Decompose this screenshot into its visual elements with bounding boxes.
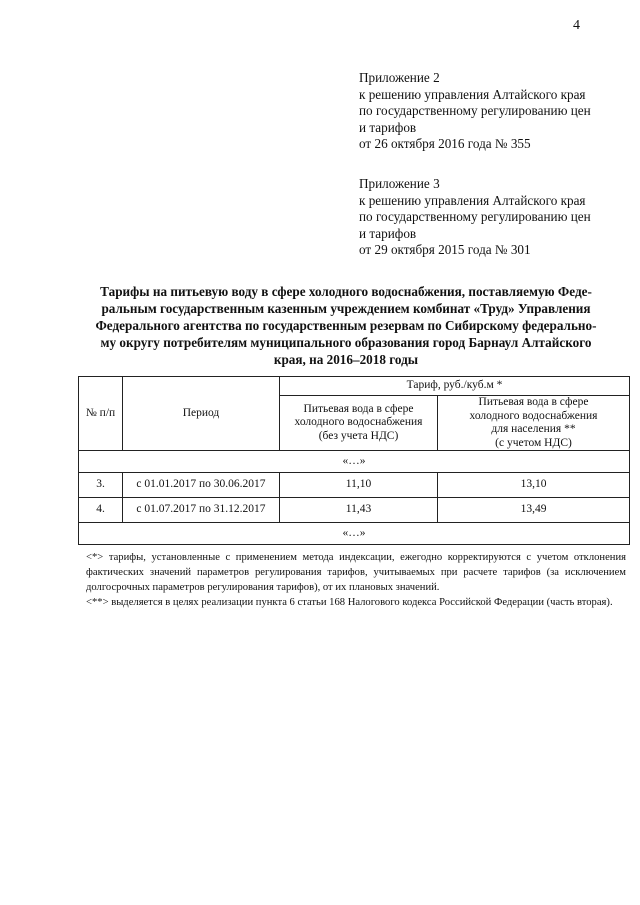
header-line: (без учета НДС) <box>318 429 399 442</box>
title-line: Тарифы на питьевую воду в сфере холодного водоснабжения, поставляемую Феде- <box>100 284 592 299</box>
ellipsis-row <box>79 451 630 473</box>
header-line: Питьевая вода в сфере <box>303 402 414 415</box>
ellipsis-cell: «…» <box>79 523 630 545</box>
header-period: Период <box>123 377 280 451</box>
row-population-vat: 13,49 <box>438 498 630 523</box>
appendix-line: по государственному регулированию цен <box>359 209 591 224</box>
footnotes <box>86 550 626 610</box>
header-population-vat <box>438 396 630 451</box>
header-line: холодного водоснабжения <box>294 416 423 429</box>
appendix-line: к решению управления Алтайского края <box>359 192 586 208</box>
header-line: для населения ** <box>491 423 576 435</box>
appendix-line: и тарифов <box>359 225 417 241</box>
footnote: <*> тарифы, установленные с применением метода индексации, ежегодно корректируются с учетом отклонения фактических значений параметров регулирования тарифов, учитываемых при расчете тарифов (за исключением долгосрочных параметров регулирования тарифов), от их плановых значений. <box>86 552 626 593</box>
title-line: края, на 2016–2018 годы <box>273 352 419 367</box>
document-title <box>86 283 606 368</box>
header-line: Питьевая вода в сфере <box>478 396 589 408</box>
appendix-line: к решению управления Алтайского края <box>359 86 586 102</box>
row-without-vat: 11,10 <box>280 473 438 498</box>
title-line: Федерального агентства по государственным резервам по Сибирскому федерально- <box>95 318 597 333</box>
appendix-line: по государственному регулированию цен <box>359 103 591 118</box>
header-num: № п/п <box>79 377 123 451</box>
appendix-line: Приложение 2 <box>359 70 440 85</box>
ellipsis-row <box>79 523 630 545</box>
appendix-3-reference <box>359 176 591 259</box>
footnote: <**> выделяется в целях реализации пункта 6 статьи 168 Налогового кодекса Российской Федерации (часть вторая). <box>86 597 613 608</box>
header-line: (с учетом НДС) <box>495 436 572 449</box>
appendix-2-reference <box>359 70 591 153</box>
header-tariff: Тариф, руб./куб.м * <box>280 377 630 396</box>
row-period: с 01.01.2017 по 30.06.2017 <box>123 473 280 498</box>
row-without-vat: 11,43 <box>280 498 438 523</box>
appendix-line: Приложение 3 <box>359 176 440 191</box>
table-row <box>79 498 630 523</box>
row-period: с 01.07.2017 по 31.12.2017 <box>123 498 280 523</box>
table-row <box>79 473 630 498</box>
tariff-table <box>78 376 630 545</box>
header-line: холодного водоснабжения <box>469 409 598 422</box>
row-num: 3. <box>79 473 123 498</box>
title-line: ральным государственным казенным учреждением комбинат «Труд» Управления <box>101 301 591 316</box>
title-line: му округу потребителям муниципального образования город Барнаул Алтайского <box>100 335 592 350</box>
header-row <box>79 377 630 396</box>
appendix-line: от 29 октября 2015 года № 301 <box>359 242 531 257</box>
appendix-line: и тарифов <box>359 119 417 135</box>
page-number: 4 <box>573 18 580 33</box>
appendix-line: от 26 октября 2016 года № 355 <box>359 136 531 151</box>
row-num: 4. <box>79 498 123 523</box>
header-without-vat <box>280 396 438 451</box>
row-population-vat: 13,10 <box>438 473 630 498</box>
ellipsis-cell: «…» <box>79 451 630 473</box>
